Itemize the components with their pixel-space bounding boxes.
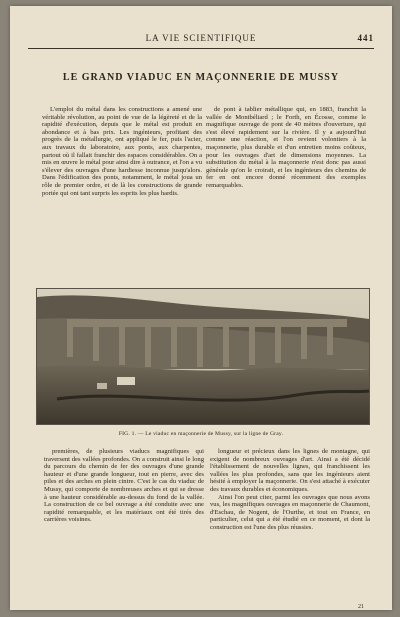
running-title: LA VIE SCIENTIFIQUE [145,33,257,43]
page-number: 441 [357,33,374,43]
text-column-left-bottom [44,448,204,524]
text-column-left-top [42,106,202,197]
running-head [28,33,374,47]
paragraph: Ainsi l'on peut citer, parmi les ouvrages que nous avons vus, les magnifiques ouvrages en maçonnerie de Chaumont, d'Eschau, de Nogent, de l'Ourthe, et tout en France, en particulier, celui qui a été étudié en ce moment, et dont la construction est l'une des plus réussies. [210,493,370,531]
text-column-right-top [206,106,366,190]
article-title: LE GRAND VIADUC EN MAÇONNERIE DE MUSSY [62,72,340,83]
magazine-page [10,6,392,610]
paragraph: premières, de plusieurs viaducs magnifiques qui traversent des vallées profondes. On a construit ainsi le long du parcours du chemin de fer des ouvrages d'une grande hauteur et d'une grande longueur, tout en pierre, avec des piles et des arches en plein cintre. C'est le cas du viaduc de Mussy, qui comporte de nombreuses arches et qui se dresse à une hauteur considérable au-dessus du fond de la vallée. La construction de ce bel ouvrage a été conduite avec une rapidité remarquable, et les matériaux ont été tirés des carrières voisines. [44,448,204,524]
figure-caption: FIG. 1. — Le viaduc en maçonnerie de Mussy, sur la ligne de Gray. [118,431,284,437]
paragraph: longueur et précieux dans les lignes de montagne, qui exigent de nombreux ouvrages d'art. Ainsi a été décidé l'établissement de nouvelles lignes, qui franchissent les vallées les plus profondes, sans que les ingénieurs aient hésité à employer la maçonnerie. On s'est attaché à exécuter des travaux durables et économiques. [210,448,370,493]
signature-mark: 21 [358,604,364,610]
viaduct-photograph [36,288,370,425]
text-column-right-bottom [210,448,370,532]
paragraph: de pont à tablier métallique qui, en 1883, franchit la vallée de Montbéliard ; le Forth, en Écosse, comme le magnifique ouvrage de pont de 40 mètres d'ouverture, qui s'est élevé rapidement sur la rivière. Il y a aujourd'hui comme une réaction, et l'on revient volontiers à la maçonnerie, plus durable et d'un entretien moins coûteux, pour les ouvrages d'art de dimensions moyennes. La substitution du métal à la maçonnerie n'est donc pas aussi générale qu'on le croirait, et les ingénieurs des chemins de fer en ont encore donné récemment des exemples remarquables. [206,106,366,189]
header-rule [28,48,374,49]
paragraph: L'emploi du métal dans les constructions a amené une véritable révolution, au point de vue de la légèreté et de la rapidité d'exécution, depuis que le métal est produit en abondance et à bas prix. Les ingénieurs, profitant des progrès de la métallurgie, ont appliqué le fer, puis l'acier, aux travaux du laboratoire, aux ponts, aux charpentes, partout où il fallait franchir des espaces considérables. On a mis en œuvre le métal pour ainsi dire à outrance, et l'on a vu s'élever des ouvrages d'une hardiesse inconnue jusqu'alors. Dans l'édification des ponts, notamment, le métal joua un rôle de premier ordre, et de là les constructions de grande portée qui ont tant surpris les esprits les plus hardis. [42,106,202,197]
